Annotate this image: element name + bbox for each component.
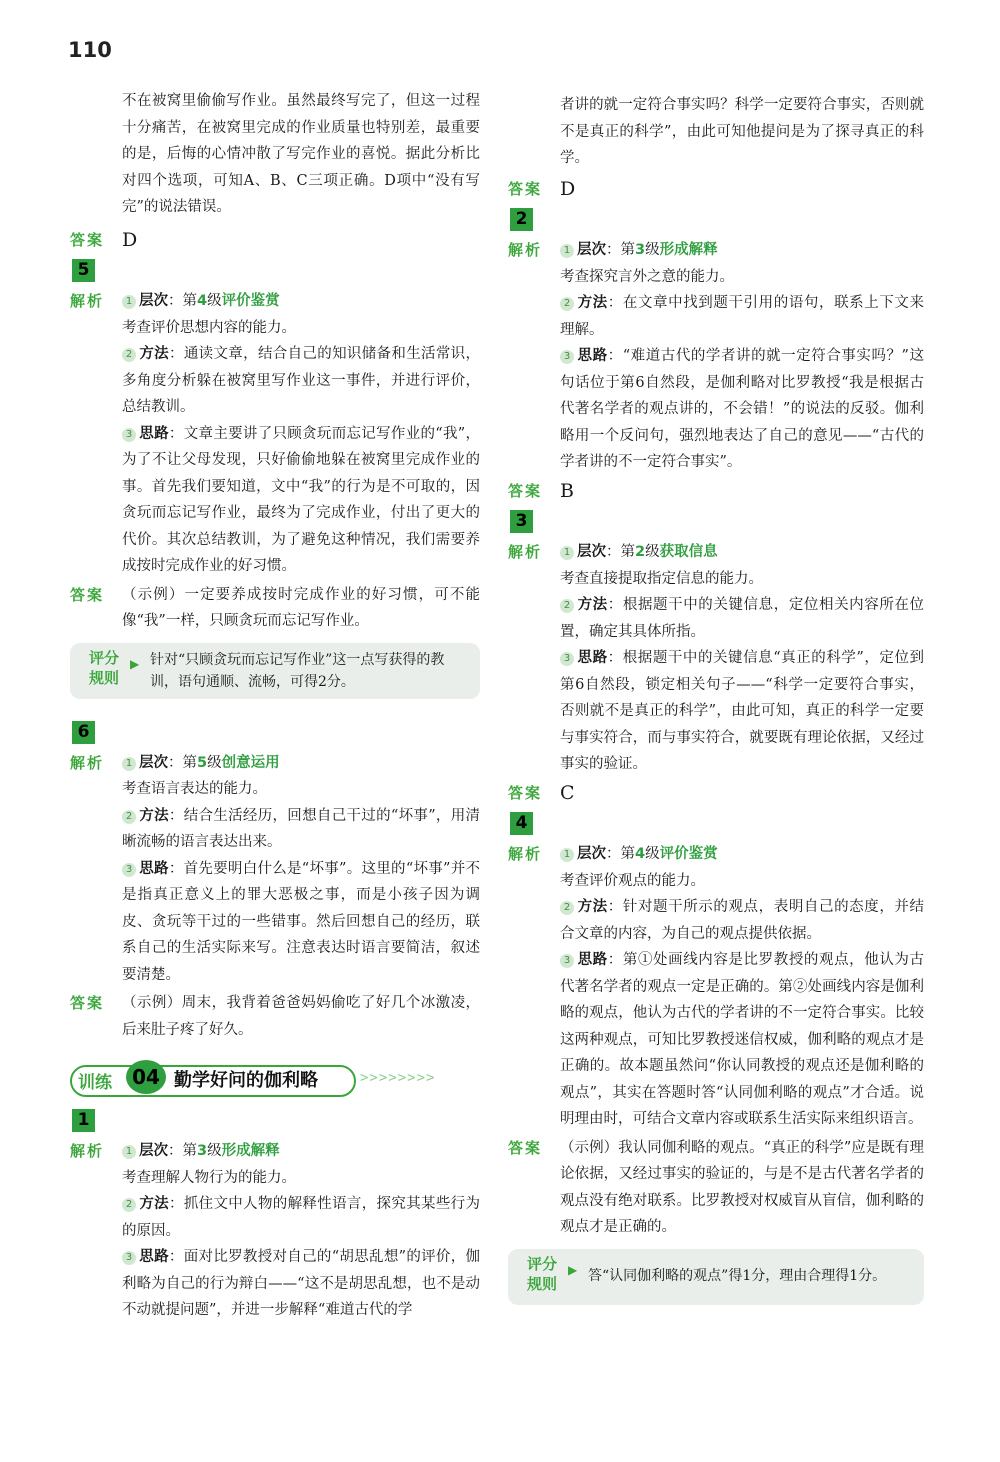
q5-level: 1 层次：第4级评价鉴赏: [122, 288, 480, 315]
circle-3-icon: 3: [122, 1251, 136, 1265]
circle-1-icon: 1: [560, 848, 574, 862]
answer-label: 答案: [508, 1138, 543, 1157]
answer-value: D: [122, 228, 138, 251]
q3-answer: 答案 C: [508, 780, 924, 807]
q2-level: 1 层次：第3级形成解释: [560, 237, 924, 264]
q1-analysis: [70, 1138, 480, 1324]
question-number-5: 5: [72, 259, 95, 282]
circle-3-icon: 3: [560, 350, 574, 364]
circle-1-icon: 1: [560, 244, 574, 258]
analysis-label: 解析: [70, 292, 105, 310]
page-number: 110: [68, 38, 112, 62]
answer-row: [70, 227, 480, 254]
circle-1-icon: 1: [122, 295, 136, 309]
q4-score-rule: [508, 1249, 924, 1305]
analysis-label: 解析: [508, 845, 543, 863]
circle-2-icon: 2: [122, 1198, 136, 1212]
q2-method: 2 方法：在文章中找到题干引用的语句，联系上下文来理解。: [560, 295, 925, 338]
q4-level: 1 层次：第4级评价鉴赏: [560, 841, 924, 868]
q2-thinking: 3 思路：“难道古代的学者讲的就一定符合事实吗？”这句话位于第6自然段，是伽利略对比罗教授“我是根据古代著名学者的观点讲的，不会错！”的说法的反驳。伽利略用一个反问句，强烈地表达了自己的意见——“古代的学者讲的不一定符合事实”。: [560, 348, 925, 470]
circle-3-icon: 3: [122, 863, 136, 877]
arrow-right-icon: ▶: [568, 1262, 578, 1277]
q2-ability: 考查探究言外之意的能力。: [560, 268, 734, 285]
q6-level: 1 层次：第5级创意运用: [122, 750, 480, 777]
answer-label: 答案: [508, 179, 543, 198]
q6-analysis: [70, 750, 480, 989]
q1-thinking: 3 思路：面对比罗教授对自己的“胡思乱想”的评价，伽利略为自己的行为辩白——“这不是胡思乱想，也不是动不动就提问题”，并进一步解释“难道古代的学: [122, 1249, 481, 1318]
q4-method: 2 方法：针对题干所示的观点，表明自己的态度，并结合文章的内容，为自己的观点提供依据。: [560, 899, 925, 942]
score-rule-label: 评分规则: [526, 1254, 557, 1293]
q1-method: 2 方法：抓住文中人物的解释性语言，探究其某些行为的原因。: [122, 1196, 481, 1239]
question-number-1: 1: [72, 1109, 95, 1132]
answer-label: 答案: [508, 783, 543, 802]
training-section-header: [70, 1063, 480, 1099]
q3-analysis: [508, 539, 924, 778]
circle-1-icon: 1: [122, 757, 136, 771]
q6-method: 2 方法：结合生活经历，回想自己干过的“坏事”，用清晰流畅的语言表达出来。: [122, 807, 481, 850]
q3-thinking: 3 思路：根据题干中的关键信息“真正的科学”，定位到第6自然段，锁定相关句子——“科学一定要符合事实，否则就不是真正的科学”，由此可知，真正的科学一定要与事实符合，而与事实符合，就要既有理论依据，又经过事实的验证。: [560, 650, 925, 772]
circle-3-icon: 3: [560, 652, 574, 666]
score-rule-label: 评分规则: [88, 648, 119, 687]
q5-analysis: [70, 288, 480, 580]
training-title: 勤学好问的伽利略: [174, 1070, 318, 1091]
q1-thinking-continued: 者讲的就一定符合事实吗？科学一定要符合事实，否则就不是真正的科学”，由此可知他提问是为了探寻真正的科学。: [560, 97, 924, 166]
circle-1-icon: 1: [122, 1145, 136, 1159]
q2-analysis: [508, 237, 924, 476]
circle-2-icon: 2: [560, 599, 574, 613]
q3-level: 1 层次：第2级获取信息: [560, 539, 924, 566]
q6-answer: 答案 （示例）周末，我背着爸爸妈妈偷吃了好几个冰激凌，后来肚子疼了好久。: [70, 990, 480, 1043]
question-number-6: 6: [72, 721, 95, 744]
q4-analysis: [508, 841, 924, 1133]
score-rule-text: 针对“只顾贪玩而忘记写作业”这一点写获得的教训，语句通顺、流畅，可得2分。: [150, 651, 445, 690]
answer-label: 答案: [508, 481, 543, 500]
question-number-2: 2: [510, 208, 533, 231]
training-label: 训练: [78, 1073, 112, 1093]
q5-ability: 考查评价思想内容的能力。: [122, 319, 296, 336]
q5-method: 2 方法：通读文章，结合自己的知识储备和生活常识，多角度分析躲在被窝里写作业这一事件，并进行评价，总结教训。: [122, 346, 481, 415]
circle-2-icon: 2: [122, 348, 136, 362]
left-column: [70, 88, 480, 1324]
q3-method: 2 方法：根据题干中的关键信息，定位相关内容所在位置，确定其具体所指。: [560, 597, 925, 640]
q1-answer: 答案 D: [508, 176, 924, 203]
analysis-label: 解析: [70, 753, 105, 772]
q4-thinking: 3 思路：第①处画线内容是比罗教授的观点，他认为古代著名学者的观点一定是正确的。第②处画线内容是伽利略的观点，他认为古代的学者讲的不一定符合事实。比较这两种观点，可知比罗教授迷信权威，伽利略的观点才是正确的。故本题虽然问“你认同教授的观点还是伽利略的观点”，其实在答题时答“认同伽利略的观点”才合适。说明理由时，可结合文章内容或联系生活实际来组织语言。: [560, 952, 925, 1127]
q4-analysis-continued: 不在被窝里偷偷写作业。虽然最终写完了，但这一过程十分痛苦，在被窝里完成的作业质量也特别差，最重要的是，后悔的心情冲散了写完作业的喜悦。据此分析比对四个选项，可知A、B、C三项正确。D项中“没有写完”的说法错误。: [122, 93, 480, 215]
q6-thinking: 3 思路：首先要明白什么是“坏事”。这里的“坏事”并不是指真正意义上的罪大恶极之事，而是小孩子因为调皮、贪玩等干过的一些错事。然后回想自己的经历，联系自己的生活实际来写。注意表达时语言要简洁，叙述要清楚。: [122, 860, 481, 983]
q5-answer: 答案 （示例）一定要养成按时完成作业的好习惯，可不能像“我”一样，只顾贪玩而忘记写作业。: [70, 582, 480, 635]
chevron-arrows-icon: >>>>>>>>: [360, 1070, 436, 1086]
q1-ability: 考查理解人物行为的能力。: [122, 1169, 296, 1186]
right-column: [508, 92, 924, 1315]
analysis-label: 解析: [70, 1142, 105, 1160]
circle-3-icon: 3: [122, 428, 136, 442]
score-rule-text: 答“认同伽利略的观点”得1分，理由合理得1分。: [588, 1267, 887, 1284]
answer-label: 答案: [70, 230, 105, 249]
q5-score-rule: [70, 643, 480, 699]
question-number-4: 4: [510, 812, 533, 835]
training-number: 04: [126, 1060, 166, 1094]
q6-ability: 考查语言表达的能力。: [122, 781, 267, 797]
question-number-3: 3: [510, 510, 533, 533]
q5-thinking: 3 思路：文章主要讲了只顾贪玩而忘记写作业的“我”，为了不让父母发现，只好偷偷地躲在被窝里完成作业的事。首先我们要知道，文中“我”的行为是不可取的，因贪玩而忘记写作业，最终为了完成作业，付出了更大的代价。其次总结教训，为了避免这种情况，我们需要养成按时完成作业的好习惯。: [122, 425, 481, 574]
answer-label: 答案: [70, 585, 105, 604]
q4-ability: 考查评价观点的能力。: [560, 872, 705, 889]
analysis-label: 解析: [508, 241, 543, 259]
q4-answer: 答案 （示例）我认同伽利略的观点。“真正的科学”应是既有理论依据，又经过事实的验证的，与是不是古代著名学者的观点没有绝对联系。比罗教授对权威盲从盲信，伽利略的观点才是正确的。: [508, 1135, 924, 1241]
circle-2-icon: 2: [122, 810, 136, 824]
arrow-right-icon: ▶: [130, 656, 140, 671]
circle-1-icon: 1: [560, 546, 574, 560]
circle-2-icon: 2: [560, 901, 574, 915]
q2-answer: 答案 B: [508, 478, 924, 505]
answer-label: 答案: [70, 994, 105, 1012]
analysis-label: 解析: [508, 543, 543, 561]
circle-3-icon: 3: [560, 954, 574, 968]
q3-ability: 考查直接提取指定信息的能力。: [560, 570, 763, 587]
q1-level: 1 层次：第3级形成解释: [122, 1138, 480, 1165]
circle-2-icon: 2: [560, 297, 574, 311]
